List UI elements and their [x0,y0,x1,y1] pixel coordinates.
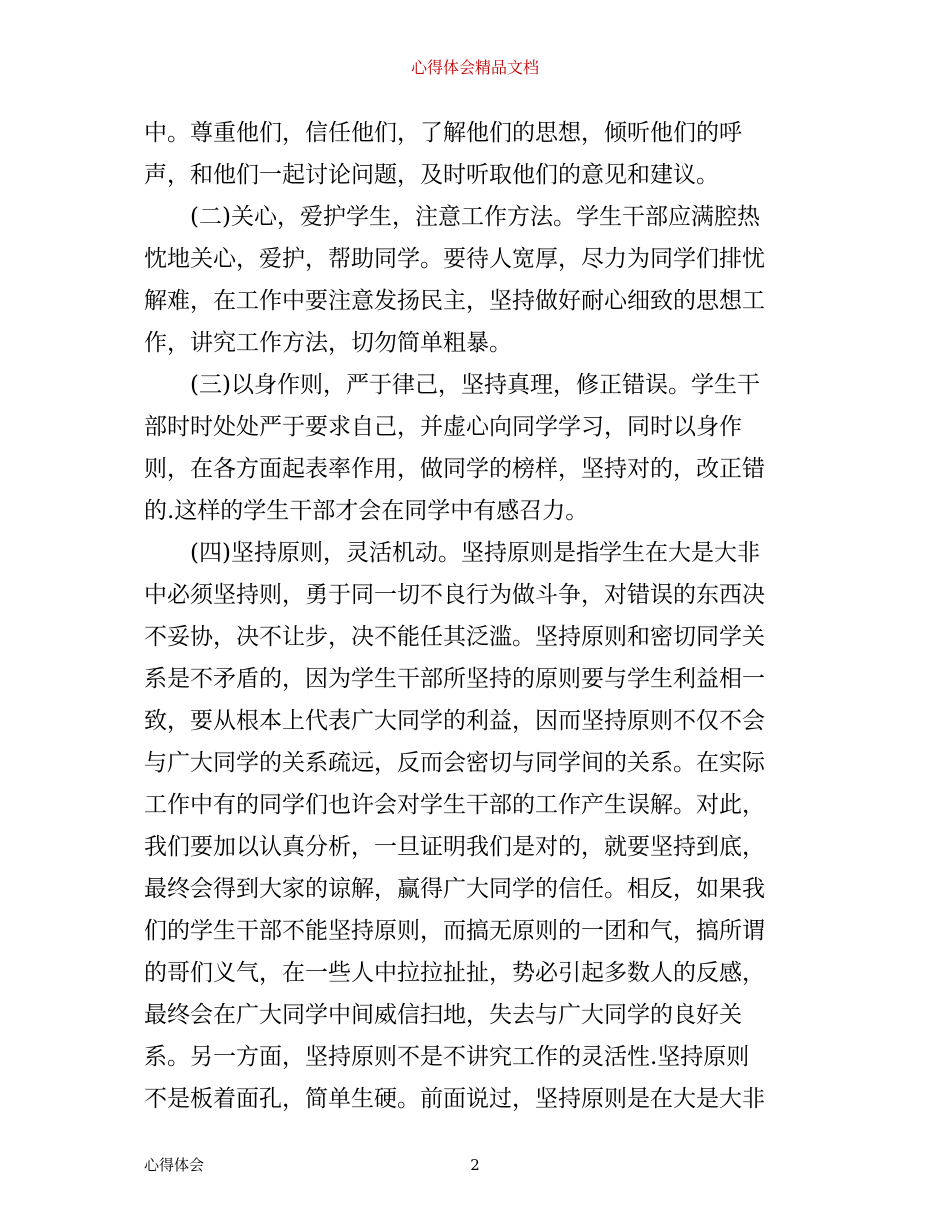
text-line: 与广大同学的关系疏远，反而会密切与同学间的关系。在实际 [144,750,765,776]
text-line: 的哥们义气，在一些人中拉拉扯扯，势必引起多数人的反感， [144,960,765,986]
text-line: 声，和他们一起讨论问题，及时听取他们的意见和建议。 [144,162,719,188]
text-line: 部时时处处严于要求自己，并虚心向同学学习，同时以身作 [144,414,742,440]
page-number: 2 [470,1156,480,1174]
text-line: 系。另一方面，坚持原则不是不讲究工作的灵活性.坚持原则 [144,1044,750,1070]
text-line: 中必须坚持则，勇于同一切不良行为做斗争，对错误的东西决 [144,582,765,608]
text-line: 作，讲究工作方法，切勿简单粗暴。 [144,330,512,356]
text-line: 不妥协，决不让步，决不能任其泛滥。坚持原则和密切同学关 [144,624,765,650]
paragraph-first-line: (三)以身作则，严于律己，坚持真理，修正错误。学生干 [144,372,760,398]
paragraph-first-line: (四)坚持原则，灵活机动。坚持原则是指学生在大是大非 [144,540,760,566]
text-line: 致，要从根本上代表广大同学的利益，因而坚持原则不仅不会 [144,708,765,734]
text-line: 解难，在工作中要注意发扬民主，坚持做好耐心细致的思想工 [144,288,765,314]
footer-label: 心得体会 [144,1156,205,1174]
document-body [144,112,824,1120]
text-line: 工作中有的同学们也许会对学生干部的工作产生误解。对此， [144,792,765,818]
text-line: 最终会在广大同学中间威信扫地，失去与广大同学的良好关 [144,1002,742,1028]
text-line: 最终会得到大家的谅解，赢得广大同学的信任。相反，如果我 [144,876,765,902]
text-line: 我们要加以认真分析，一旦证明我们是对的，就要坚持到底， [144,834,765,860]
text-line: 忱地关心，爱护，帮助同学。要待人宽厚，尽力为同学们排忧 [144,246,765,272]
text-line: 的.这样的学生干部才会在同学中有感召力。 [144,498,589,524]
document-header-title: 心得体会精品文档 [410,58,539,77]
text-line: 们的学生干部不能坚持原则，而搞无原则的一团和气，搞所谓 [144,918,765,944]
text-line: 则，在各方面起表率作用，做同学的榜样，坚持对的，改正错 [144,456,765,482]
text-line: 中。尊重他们，信任他们，了解他们的思想，倾听他们的呼 [144,120,742,146]
paragraph-first-line: (二)关心，爱护学生，注意工作方法。学生干部应满腔热 [144,204,760,230]
text-line: 系是不矛盾的，因为学生干部所坚持的原则要与学生利益相一 [144,666,765,692]
text-line: 不是板着面孔，简单生硬。前面说过，坚持原则是在大是大非 [144,1086,765,1112]
